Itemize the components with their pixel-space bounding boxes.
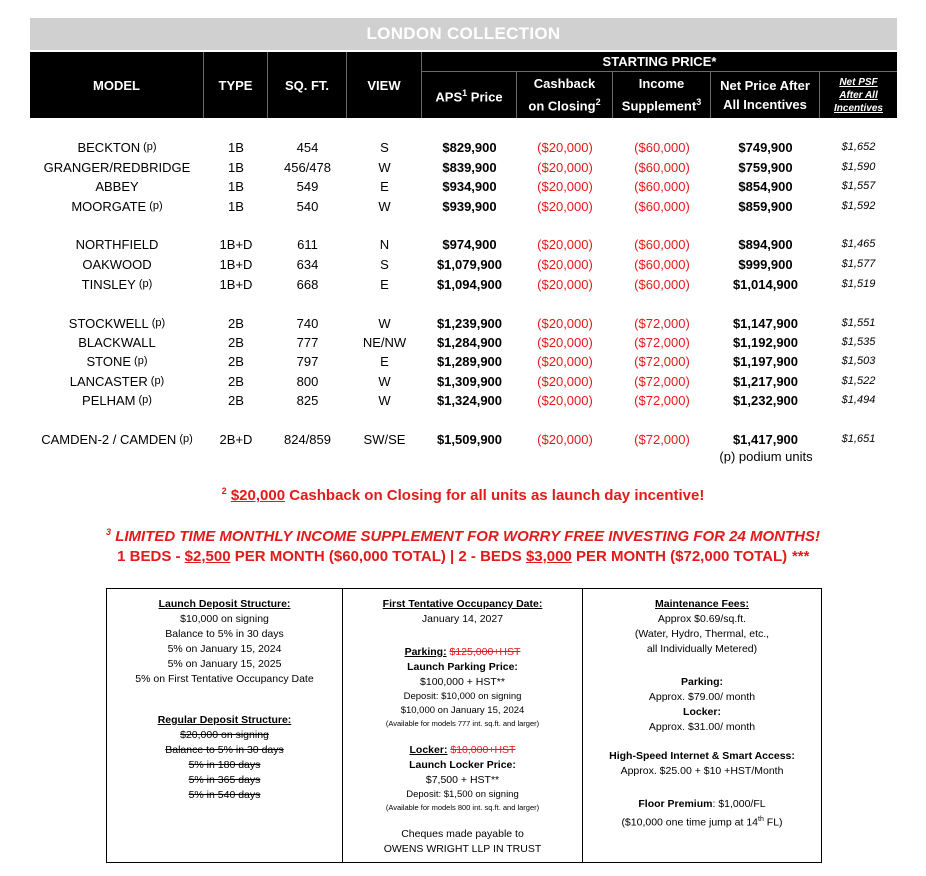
- net-price-cell: $1,014,900: [732, 276, 799, 292]
- cheques-line: Cheques made payable to: [401, 828, 524, 840]
- deposit-structure-box: [107, 589, 343, 862]
- model-name: CAMDEN-2 / CAMDEN: [41, 431, 177, 447]
- type-cell: 1B: [228, 178, 244, 194]
- locker-fee-label: Locker:: [683, 706, 721, 718]
- cashback-cell: ($20,000): [537, 159, 593, 175]
- model-cell: [30, 429, 204, 449]
- locker-price-line: Locker: $10,000+HST: [409, 744, 516, 756]
- view-cell: SW/SE: [363, 431, 406, 447]
- model-cell: [30, 274, 204, 294]
- net-price-cell: $1,197,900: [732, 353, 799, 369]
- sqft-cell: 740: [296, 315, 319, 331]
- model-cell: [30, 351, 204, 371]
- type-cell: 2B: [228, 353, 244, 369]
- col-sqft-header: SQ. FT.: [268, 52, 347, 118]
- parking-fee-label: Parking:: [680, 676, 723, 688]
- podium-marker: (p): [150, 375, 165, 387]
- cashback-cell: ($20,000): [537, 236, 593, 252]
- aps-price-cell: $934,900: [442, 178, 497, 194]
- internet-label: High-Speed Internet & Smart Access:: [609, 750, 795, 762]
- sqft-cell: 611: [297, 236, 318, 252]
- col-income-header: Income Supplement$^3$: [613, 72, 711, 118]
- locker-launch-price: $7,500 + HST**: [425, 774, 500, 786]
- regular-line: 5% in 180 days: [188, 759, 261, 771]
- income-supplement-cell: ($72,000): [634, 373, 690, 389]
- model-cell: [30, 176, 204, 196]
- col-view-header: VIEW: [347, 52, 422, 118]
- cashback-cell: ($20,000): [537, 431, 593, 447]
- model-name: LANCASTER: [69, 373, 148, 389]
- type-cell: 1B: [228, 139, 244, 155]
- col-model-header: MODEL: [30, 52, 204, 118]
- cashback-cell: ($20,000): [537, 353, 593, 369]
- col-aps-header: APS$^1$ Price: [422, 72, 517, 118]
- maintenance-line: all Individually Metered): [646, 643, 758, 655]
- maintenance-line: (Water, Hydro, Thermal, etc.,: [634, 628, 770, 640]
- floor-premium-jump: ($10,000 one time jump at 14th FL): [621, 816, 783, 829]
- net-psf-cell: $1,494: [841, 394, 876, 406]
- sqft-cell: 825: [296, 392, 319, 408]
- type-cell: 2B: [228, 392, 244, 408]
- net-psf-cell: $1,465: [841, 238, 876, 250]
- aps-price-cell: $974,900: [442, 236, 497, 252]
- type-cell: 1B+D: [219, 276, 253, 292]
- income-supplement-cell: ($60,000): [634, 276, 690, 292]
- view-cell: S: [380, 256, 389, 272]
- sqft-cell: 668: [296, 276, 319, 292]
- model-name: NORTHFIELD: [75, 236, 159, 252]
- model-name: STONE: [86, 353, 132, 369]
- parking-price-line: Parking: $125,000+HST: [404, 646, 521, 658]
- model-name: GRANGER/REDBRIDGE: [43, 159, 191, 175]
- locker-availability: (Available for models 800 int. sq.ft. and larger): [385, 803, 540, 812]
- type-cell: 2B: [228, 315, 244, 331]
- income-supplement-cell: ($72,000): [634, 315, 690, 331]
- net-psf-cell: $1,592: [841, 200, 876, 212]
- view-cell: W: [378, 392, 391, 408]
- net-price-cell: $894,900: [738, 236, 793, 252]
- model-cell: [30, 157, 204, 177]
- sqft-cell: 540: [296, 198, 319, 214]
- income-supplement-cell: ($60,000): [634, 159, 690, 175]
- aps-price-cell: $1,094,900: [436, 276, 503, 292]
- view-cell: E: [380, 276, 389, 292]
- model-cell: [30, 196, 204, 216]
- launch-deposit-heading: Launch Deposit Structure:: [158, 598, 291, 610]
- podium-marker: (p): [138, 278, 153, 290]
- cashback-cell: ($20,000): [537, 276, 593, 292]
- type-cell: 1B+D: [219, 236, 253, 252]
- model-name: MOORGATE: [71, 198, 147, 214]
- view-cell: W: [378, 315, 391, 331]
- table-row: [30, 313, 897, 333]
- podium-marker: (p): [134, 355, 148, 367]
- aps-price-cell: $1,509,900: [436, 431, 503, 447]
- net-price-cell: $749,900: [738, 139, 793, 155]
- view-cell: S: [380, 139, 389, 155]
- internet-fee: Approx. $25.00 + $10 +HST/Month: [620, 765, 784, 777]
- table-row: [30, 351, 897, 371]
- type-cell: 2B: [228, 373, 244, 389]
- net-psf-cell: $1,535: [841, 336, 876, 348]
- aps-price-cell: $1,239,900: [436, 315, 503, 331]
- regular-line: 5% in 540 days: [188, 789, 261, 801]
- income-supplement-cell: ($72,000): [634, 334, 690, 350]
- net-psf-cell: $1,522: [841, 375, 876, 387]
- launch-line: 5% on January 15, 2024: [167, 643, 282, 655]
- view-cell: NE/NW: [362, 334, 407, 350]
- net-price-cell: $1,417,900: [732, 431, 799, 447]
- cashback-cell: ($20,000): [537, 373, 593, 389]
- view-cell: E: [380, 353, 389, 369]
- type-cell: 1B: [228, 159, 244, 175]
- sqft-cell: 634: [296, 256, 319, 272]
- sqft-cell: 797: [296, 353, 319, 369]
- launch-line: 5% on First Tentative Occupancy Date: [135, 673, 314, 685]
- income-supplement-cell: ($60,000): [634, 178, 690, 194]
- podium-marker: (p): [138, 394, 152, 406]
- launch-line: Balance to 5% in 30 days: [165, 628, 284, 640]
- maintenance-line: Approx $0.69/sq.ft.: [657, 613, 747, 625]
- aps-price-cell: $1,309,900: [436, 373, 503, 389]
- model-name: TINSLEY: [81, 276, 136, 292]
- net-psf-cell: $1,577: [841, 258, 876, 270]
- cashback-note: $^2$ $20,000 Cashback on Closing for all units as launch day incentive!: [221, 486, 705, 504]
- table-header: [30, 52, 897, 118]
- sqft-cell: 549: [296, 178, 319, 194]
- parking-fee: Approx. $79.00/ month: [648, 691, 756, 703]
- table-row: [30, 429, 897, 449]
- view-cell: W: [378, 373, 391, 389]
- income-supplement-note: $^3$ LIMITED TIME MONTHLY INCOME SUPPLEMENT FOR WORRY FREE INVESTING FOR 24 MONTHS!: [106, 527, 820, 545]
- podium-marker: (p): [151, 317, 166, 329]
- podium-marker: (p): [179, 433, 193, 445]
- model-cell: [30, 313, 204, 333]
- model-name: OAKWOOD: [82, 256, 152, 272]
- sqft-cell: 454: [296, 139, 319, 155]
- regular-line: 5% in 365 days: [188, 774, 261, 786]
- net-price-cell: $999,900: [738, 256, 793, 272]
- aps-price-cell: $1,289,900: [436, 353, 503, 369]
- locker-fee: Approx. $31.00/ month: [648, 721, 756, 733]
- model-name: BLACKWALL: [78, 334, 156, 350]
- regular-deposit-heading: Regular Deposit Structure:: [157, 714, 292, 726]
- model-cell: [30, 390, 204, 410]
- cashback-cell: ($20,000): [537, 178, 593, 194]
- model-name: PELHAM: [82, 392, 136, 408]
- model-name: ABBEY: [95, 178, 139, 194]
- aps-price-cell: $829,900: [442, 139, 497, 155]
- parking-launch-price: $100,000 + HST**: [420, 676, 505, 688]
- view-cell: W: [378, 198, 391, 214]
- cheques-payee: OWENS WRIGHT LLP IN TRUST: [383, 843, 542, 855]
- net-psf-cell: $1,651: [841, 433, 876, 445]
- income-supplement-cell: ($72,000): [634, 431, 690, 447]
- table-row: [30, 371, 897, 391]
- cashback-cell: ($20,000): [537, 139, 593, 155]
- aps-price-cell: $1,079,900: [436, 256, 503, 272]
- income-supplement-cell: ($60,000): [634, 198, 690, 214]
- net-price-cell: $1,192,900: [732, 334, 799, 350]
- table-row: [30, 234, 897, 254]
- net-psf-cell: $1,590: [841, 161, 876, 173]
- collection-title: LONDON COLLECTION: [30, 18, 897, 50]
- net-psf-cell: $1,652: [841, 141, 876, 153]
- table-row: [30, 274, 897, 294]
- income-supplement-cell: ($72,000): [634, 392, 690, 408]
- net-psf-cell: $1,557: [841, 180, 876, 192]
- podium-marker: (p): [143, 141, 157, 153]
- sqft-cell: 824/859: [284, 431, 331, 447]
- model-name: STOCKWELL: [68, 315, 149, 331]
- net-price-cell: $1,232,900: [732, 392, 799, 408]
- occupancy-heading: First Tentative Occupancy Date:: [382, 598, 543, 610]
- model-cell: [30, 137, 204, 157]
- sqft-cell: 456/478: [284, 159, 331, 175]
- col-net-header: Net Price After All Incentives: [711, 72, 820, 118]
- info-boxes: [106, 588, 822, 863]
- cashback-cell: ($20,000): [537, 392, 593, 408]
- col-psf-header: Net PSF After All Incentives: [834, 76, 883, 114]
- view-cell: E: [380, 178, 389, 194]
- podium-marker: (p): [149, 200, 163, 212]
- table-row: [30, 157, 897, 177]
- launch-line: $10,000 on signing: [180, 613, 269, 625]
- income-supplement-cell: ($60,000): [634, 256, 690, 272]
- table-row: [30, 332, 897, 352]
- net-price-cell: $1,217,900: [732, 373, 799, 389]
- aps-price-cell: $1,324,900: [436, 392, 503, 408]
- floor-premium-line: Floor Premium: $1,000/FL: [638, 798, 766, 810]
- launch-line: 5% on January 15, 2025: [167, 658, 282, 670]
- net-psf-cell: $1,503: [841, 355, 876, 367]
- occupancy-parking-locker-box: [343, 589, 583, 862]
- regular-line: Balance to 5% in 30 days: [165, 744, 284, 756]
- fees-box: [583, 589, 821, 862]
- maintenance-heading: Maintenance Fees:: [655, 598, 749, 610]
- income-supplement-cell: ($60,000): [634, 139, 690, 155]
- view-cell: W: [378, 159, 391, 175]
- locker-deposit: Deposit: $1,500 on signing: [406, 789, 519, 800]
- aps-price-cell: $839,900: [442, 159, 497, 175]
- sqft-cell: 800: [296, 373, 319, 389]
- table-row: [30, 254, 897, 274]
- model-cell: [30, 234, 204, 254]
- cashback-cell: ($20,000): [537, 315, 593, 331]
- model-cell: [30, 254, 204, 274]
- table-row: [30, 196, 897, 216]
- view-cell: N: [379, 236, 390, 252]
- occupancy-date: January 14, 2027: [421, 613, 504, 625]
- table-row: [30, 176, 897, 196]
- col-cashback-header: Cashback on Closing$^2$: [517, 72, 613, 118]
- parking-launch-label: Launch Parking Price:: [407, 661, 518, 673]
- sqft-cell: 777: [296, 334, 319, 350]
- podium-note: (p) podium units: [719, 449, 813, 464]
- locker-launch-label: Launch Locker Price:: [409, 759, 516, 771]
- net-price-cell: $854,900: [738, 178, 793, 194]
- net-psf-cell: $1,551: [841, 317, 876, 329]
- income-supplement-cell: ($72,000): [634, 353, 690, 369]
- type-cell: 2B: [228, 334, 244, 350]
- model-cell: [30, 371, 204, 391]
- cashback-cell: ($20,000): [537, 198, 593, 214]
- cashback-cell: ($20,000): [537, 256, 593, 272]
- aps-price-cell: $939,900: [442, 198, 497, 214]
- parking-availability: (Available for models 777 int. sq.ft. and larger): [385, 719, 540, 728]
- parking-deposit-2: $10,000 on January 15, 2024: [400, 705, 525, 716]
- starting-price-header: STARTING PRICE*: [422, 52, 897, 72]
- model-cell: [30, 332, 204, 352]
- type-cell: 1B: [228, 198, 244, 214]
- parking-deposit: Deposit: $10,000 on signing: [403, 691, 522, 702]
- beds-supplement-note: 1 BEDS - $2,500 PER MONTH ($60,000 TOTAL) | 2 - BEDS $3,000 PER MONTH ($72,000 TOTAL) ***: [117, 548, 809, 565]
- table-row: [30, 390, 897, 410]
- model-name: BECKTON: [77, 139, 141, 155]
- net-price-cell: $859,900: [738, 198, 793, 214]
- regular-line: $20,000 on signing: [180, 729, 269, 741]
- income-supplement-cell: ($60,000): [634, 236, 690, 252]
- cashback-cell: ($20,000): [537, 334, 593, 350]
- col-type-header: TYPE: [204, 52, 268, 118]
- type-cell: 1B+D: [219, 256, 253, 272]
- type-cell: 2B+D: [219, 431, 253, 447]
- net-price-cell: $1,147,900: [732, 315, 799, 331]
- table-row: [30, 137, 897, 157]
- net-psf-cell: $1,519: [841, 278, 876, 290]
- aps-price-cell: $1,284,900: [436, 334, 503, 350]
- net-price-cell: $759,900: [738, 159, 793, 175]
